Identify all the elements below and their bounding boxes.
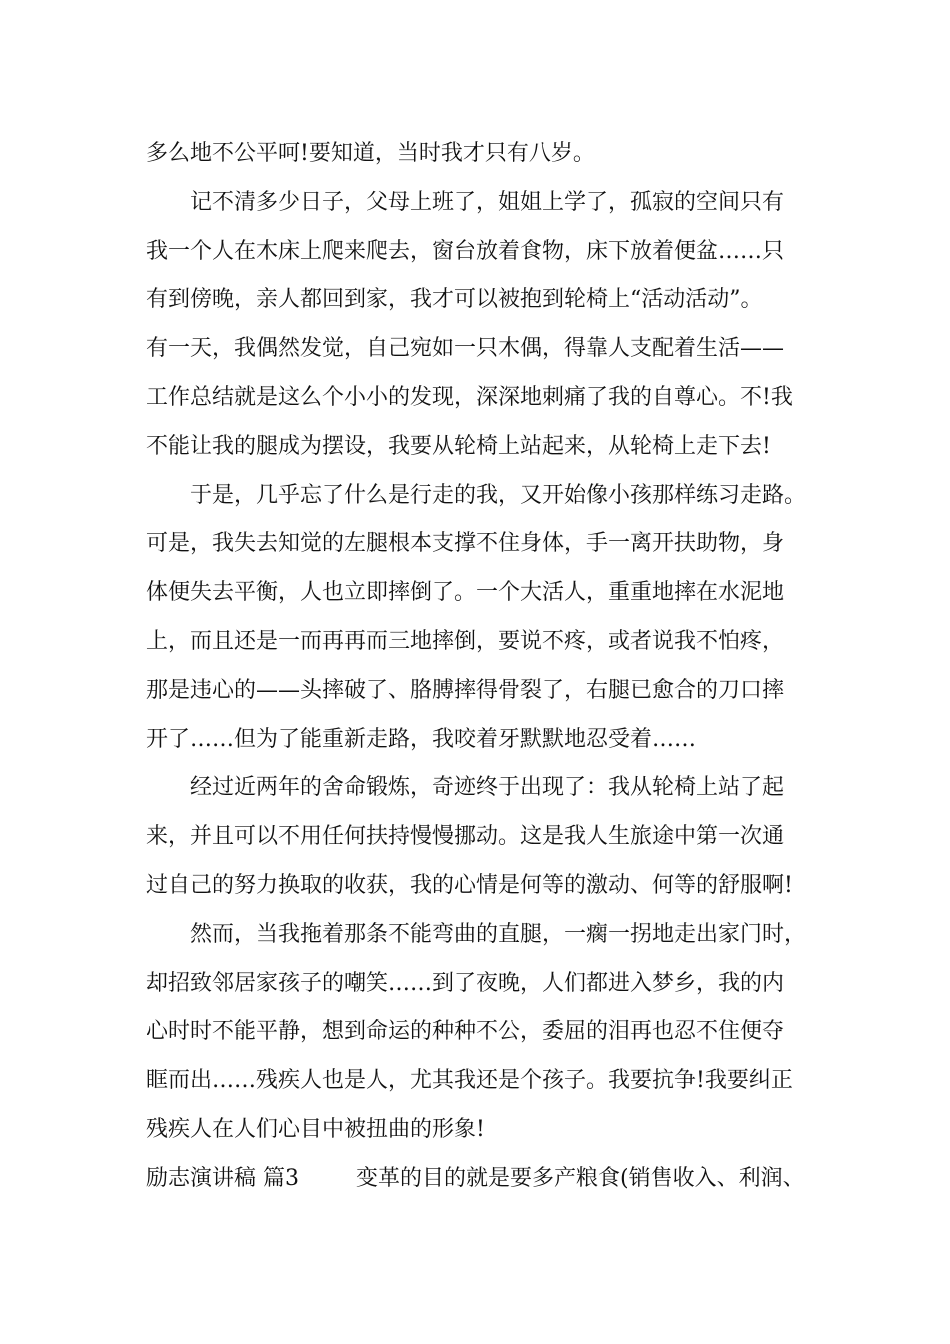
- text-line: 有一天，我偶然发觉，自己宛如一只木偶，得靠人支配着生活——: [146, 336, 785, 362]
- text-line: 于是，几乎忘了什么是行走的我，又开始像小孩那样练习走路。: [190, 482, 807, 508]
- section-heading: 励志演讲稿 篇3: [146, 1165, 299, 1191]
- text-line: 多么地不公平呵!要知道，当时我才只有八岁。: [146, 141, 595, 166]
- text-line: 体便失去平衡，人也立即摔倒了。一个大活人，重重地摔在水泥地: [146, 580, 785, 606]
- text-line: 工作总结就是这么个小小的发现，深深地刺痛了我的自尊心。不!我: [146, 384, 793, 410]
- text-line: 有到傍晚，亲人都回到家，我才可以被抱到轮椅上“活动活动”。: [146, 287, 763, 313]
- text-line: 来，并且可以不用任何扶持慢慢挪动。这是我人生旅途中第一次通: [146, 824, 785, 850]
- text-line: 然而，当我拖着那条不能弯曲的直腿，一瘸一拐地走出家门时，: [190, 921, 807, 947]
- text-line: 可是，我失去知觉的左腿根本支撑不住身体，手一离开扶助物，身: [146, 531, 785, 557]
- section-line: [146, 1155, 836, 1204]
- text-line: 眶而出……残疾人也是人，尤其我还是个孩子。我要抗争!我要纠正: [146, 1068, 793, 1094]
- text-line: 上，而且还是一而再再而三地摔倒，要说不疼，或者说我不怕疼，: [146, 628, 785, 654]
- text-line: 心时时不能平静，想到命运的种种不公，委屈的泪再也忍不住便夺: [146, 1019, 785, 1045]
- text-line: 经过近两年的舍命锻炼，奇迹终于出现了：我从轮椅上站了起: [190, 775, 785, 801]
- text-line: 我一个人在木床上爬来爬去，窗台放着食物，床下放着便盆……只: [146, 238, 785, 264]
- text-line: 那是违心的——头摔破了、胳膊摔得骨裂了，右腿已愈合的刀口摔: [146, 677, 785, 703]
- text-line: 开了……但为了能重新走路，我咬着牙默默地忍受着……: [146, 726, 697, 752]
- text-line: 过自己的努力换取的收获，我的心情是何等的激动、何等的舒服啊!: [146, 872, 793, 898]
- text-line: 残疾人在人们心目中被扭曲的形象!: [146, 1116, 485, 1142]
- text-line: 不能让我的腿成为摆设，我要从轮椅上站起来，从轮椅上走下去!: [146, 433, 771, 459]
- text-line: 记不清多少日子，父母上班了，姐姐上学了，孤寂的空间只有: [190, 189, 785, 215]
- document-body: [146, 130, 836, 1204]
- section-text: 变革的目的就是要多产粮食(销售收入、利润、: [356, 1165, 805, 1191]
- text-line: 却招致邻居家孩子的嘲笑……到了夜晚，人们都进入梦乡，我的内: [146, 970, 785, 996]
